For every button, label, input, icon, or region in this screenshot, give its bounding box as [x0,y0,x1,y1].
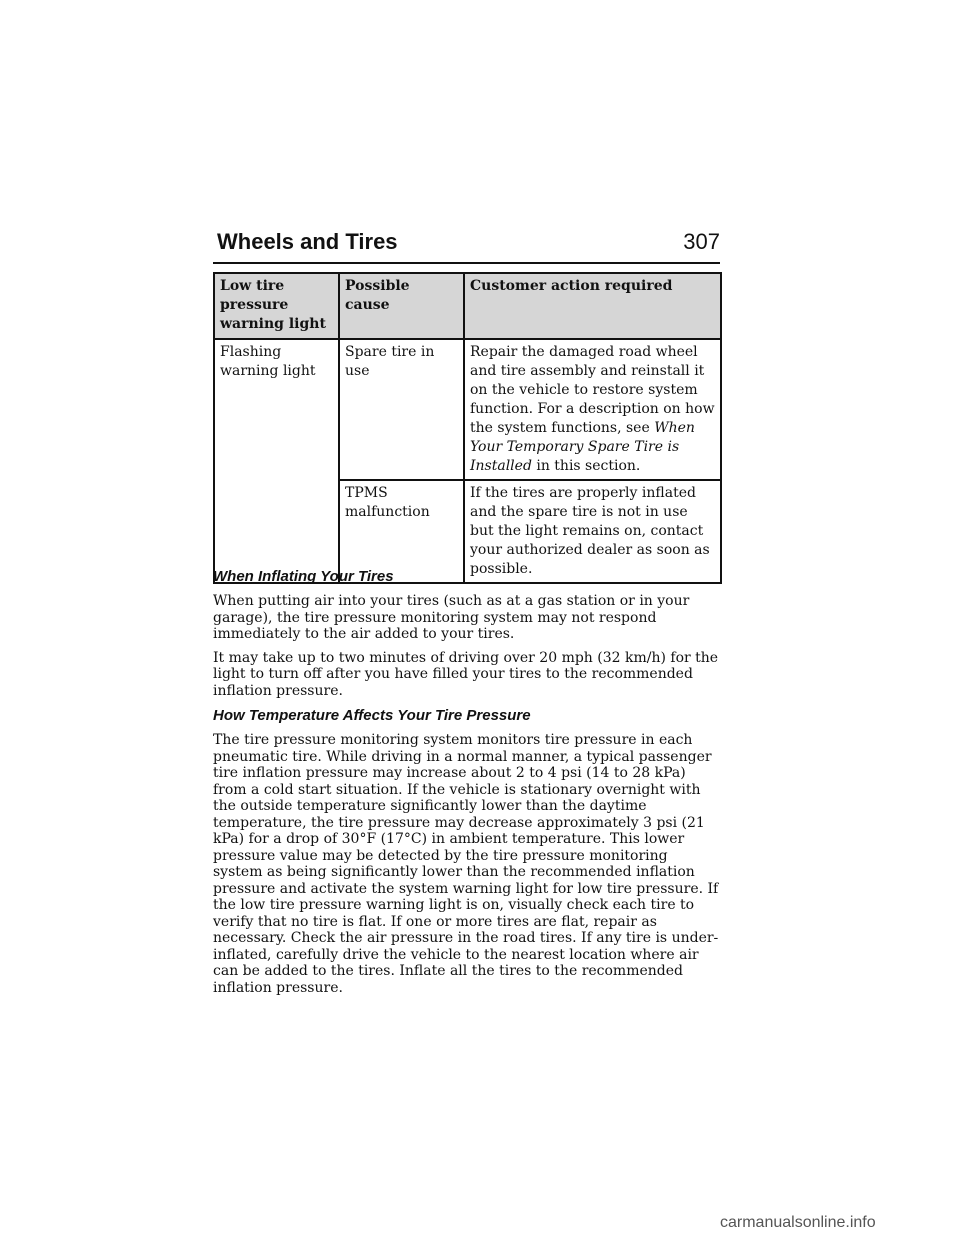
section-title: Wheels and Tires [217,229,398,254]
table-row [214,339,721,480]
column-header-light: Low tire pressure warning light [214,273,339,339]
page-header [213,225,720,267]
paragraph: It may take up to two minutes of driving over 20 mph (32 km/h) for the light to turn off after you have filled your tires to the recommended inflation pressure. [213,649,719,699]
watermark: carmanualsonline.info [720,1214,876,1231]
paragraph: When putting air into your tires (such as at a gas station or in your garage), the tire pressure monitoring system may not respond immediately to the air added to your tires. [213,593,690,642]
header-divider [213,262,720,264]
warning-light-table [213,272,722,584]
table-header-row [214,273,721,339]
paragraph: The tire pressure monitoring system monitors tire pressure in each pneumatic tire. While driving in a normal manner, a typical passenger tire inflation pressure may increase about 2 to 4 psi (14 to 28 kPa) from a cold start situation. If the vehicle is stationary overnight with the outside temperature significantly lower than the daytime temperature, the tire pressure may decrease approximately 3 psi (21 kPa) for a drop of 30°F (17°C) in ambient temperature. This lower pressure value may be detected by the tire pressure monitoring system as being significantly lower than the recommended inflation pressure and activate the system warning light for low tire pressure. If the low tire pressure warning light is on, visually check each tire to verify that no tire is flat. If one or more tires are flat, repair as necessary. Check the air pressure in the road tires. If any tire is under-inflated, carefully drive the vehicle to the nearest location where air can be added to the tires. Inflate all the tires to the recommended inflation pressure. [213,732,719,996]
cell-action [464,339,721,480]
body-content [213,567,720,1003]
section-heading: When Inflating Your Tires [213,568,394,585]
column-header-action: Customer action required [464,273,721,339]
section-heading: How Temperature Affects Your Tire Pressure [213,707,531,724]
cell-light: Flashing warning light [214,339,339,583]
action-suffix: in this section. [536,458,641,474]
cell-action: If the tires are properly inflated and the spare tire is not in use but the light remains on, contact your authorized dealer as soon as possible. [464,480,721,583]
cell-cause: Spare tire in use [339,339,464,480]
action-text: Repair the damaged road wheel and tire assembly and reinstall it on the vehicle to restore system function. For a description on how the system functions, see [470,344,715,436]
page-number: 307 [683,229,720,254]
cross-reference-link[interactable]: When Your Temporary Spare Tire is Installed [470,420,695,474]
cell-cause: TPMS malfunction [339,480,464,583]
column-header-cause: Possible cause [339,273,464,339]
